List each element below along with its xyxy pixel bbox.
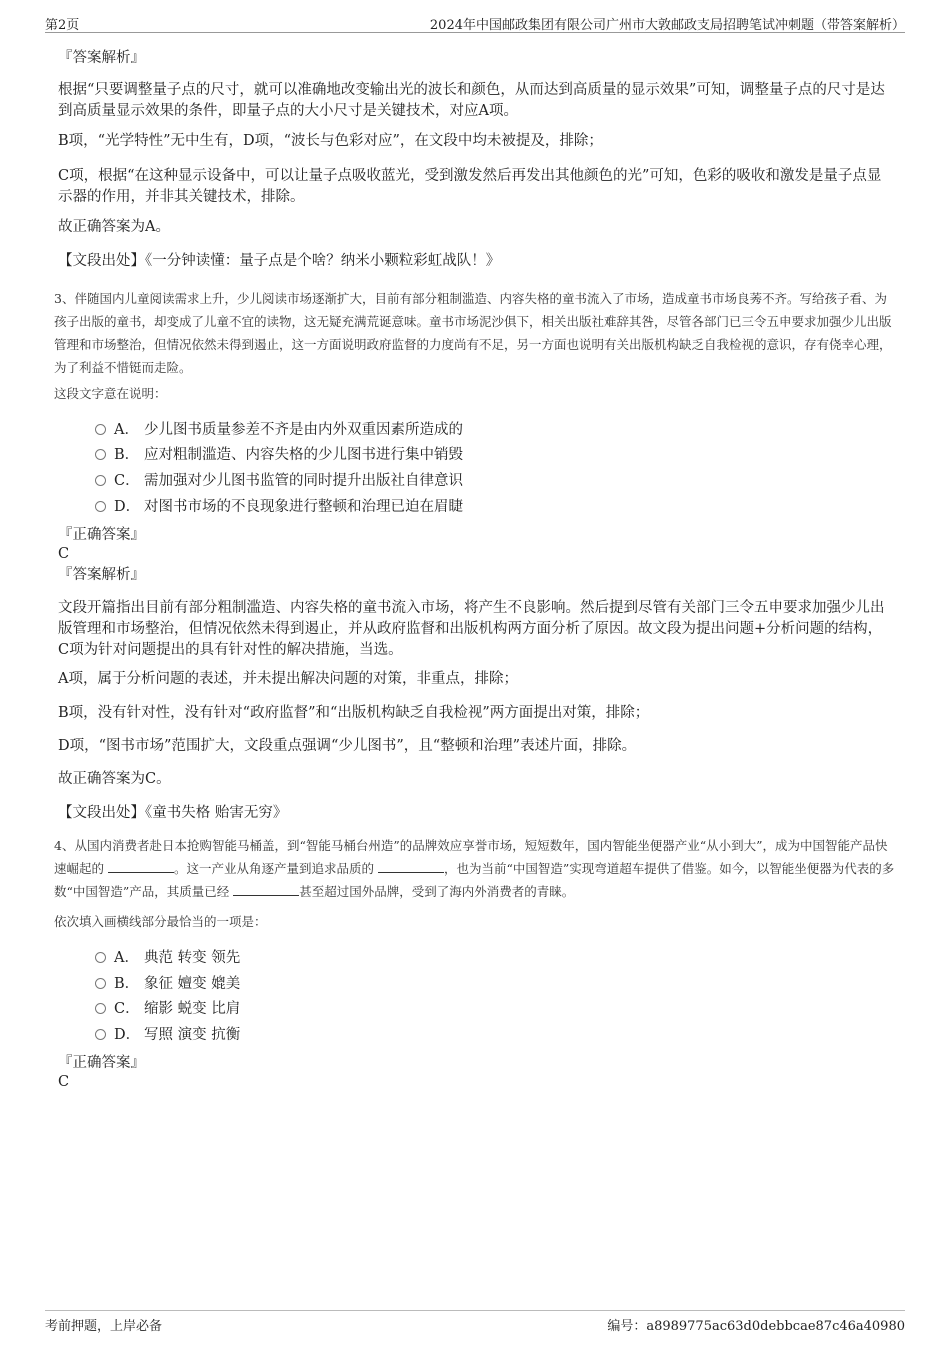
q4-question-text: 4、从国内消费者赴日本抢购智能马桶盖，到“智能马桶台州造”的品牌效应享誉市场，短短数年，国内智能坐便器产业“从小到大”，成为中国智能产品快速崛起的 。这一产业从角逐产量到追求品质的 ，也为当前“中国智造”实现弯道超车提供了借鉴。如今，以智能坐便器为代表的多数“中国智造”产品，其质量已经 甚至超过国外品牌，受到了海内外消费者的青睐。: [54, 838, 895, 899]
radio-icon[interactable]: [95, 449, 106, 460]
blank-line-3: [233, 883, 299, 896]
q2-analysis-label: 『答案解析』: [58, 50, 145, 66]
q3-prompt: 这段文字意在说明：: [54, 386, 167, 401]
q4-option-d[interactable]: D． 写照 演变 抗衡: [95, 1025, 240, 1045]
q3-source: 【文段出处】《童书失格 贻害无穷》: [58, 805, 288, 821]
q3-answer-label: 『正确答案』: [58, 527, 145, 543]
q3-analysis-p1: 文段开篇指出目前有部分粗制滥造、内容失格的童书流入市场，将产生不良影响。然后提到尽管有关部门三令五申要求加强少儿出版管理和市场整治，但情况依然未得到遏止，并从政府监督和出版机构两方面分析了原因。故文段为提出问题+分析问题的结构，C项为针对问题提出的具有针对性的解决措施，当选。: [58, 600, 885, 658]
q4-answer-label: 『正确答案』: [58, 1055, 145, 1071]
q3-analysis-p5: 故正确答案为C。: [58, 771, 171, 787]
radio-icon[interactable]: [95, 1029, 106, 1040]
q2-analysis-p4: 故正确答案为A。: [58, 219, 170, 235]
footer-slogan: 考前押题，上岸必备: [45, 1319, 163, 1334]
q4-prompt: 依次填入画横线部分最恰当的一项是：: [54, 914, 267, 929]
document-id: 编号：a8989775ac63d0debbcae87c46a40980: [607, 1319, 905, 1334]
q3-question-text: 3、伴随国内儿童阅读需求上升，少儿阅读市场逐渐扩大，目前有部分粗制滥造、内容失格的童书流入了市场，造成童书市场良莠不齐。写给孩子看、为孩子出版的童书，却变成了儿童不宜的读物，这无疑充满荒诞意味。童书市场泥沙俱下，相关出版社难辞其咎，尽管各部门已三令五申要求加强少儿出版管理和市场整治，但情况依然未得到遏止，这一方面说明政府监督的力度尚有不足，另一方面也说明有关出版机构缺乏自我检视的意识，存有侥幸心理，为了利益不惜铤而走险。: [54, 291, 892, 375]
page-number: 第2页: [45, 18, 80, 33]
blank-line-2: [378, 860, 444, 873]
q3-option-a[interactable]: A． 少儿图书质量参差不齐是由内外双重因素所造成的: [95, 420, 463, 440]
blank-line-1: [108, 860, 174, 873]
page-footer: [45, 1310, 905, 1337]
q4-option-a[interactable]: A． 典范 转变 领先: [95, 948, 240, 968]
radio-icon[interactable]: [95, 978, 106, 989]
q4-option-c[interactable]: C． 缩影 蜕变 比肩: [95, 999, 240, 1019]
q2-analysis-p2: B项，“光学特性”无中生有，D项，“波长与色彩对应”，在文段中均未被提及，排除；: [58, 133, 603, 149]
q3-option-d[interactable]: D． 对图书市场的不良现象进行整顿和治理已迫在眉睫: [95, 497, 463, 517]
q2-analysis-p1: 根据“只要调整量子点的尺寸，就可以准确地改变输出光的波长和颜色，从而达到高质量的显示效果”可知，调整量子点的尺寸是达到高质量显示效果的条件，即量子点的大小尺寸是关键技术，对应A项。: [58, 82, 885, 119]
q3-analysis-label: 『答案解析』: [58, 567, 145, 583]
radio-icon[interactable]: [95, 475, 106, 486]
q4-option-b[interactable]: B． 象征 嬗变 媲美: [95, 974, 240, 994]
document-title: 2024年中国邮政集团有限公司广州市大敦邮政支局招聘笔试冲刺题（带答案解析）: [429, 18, 905, 33]
q2-analysis-p3: C项，根据“在这种显示设备中，可以让量子点吸收蓝光，受到激发然后再发出其他颜色的光”可知，色彩的吸收和激发是量子点显示器的作用，并非其关键技术，排除。: [58, 168, 882, 205]
page-header: [45, 12, 905, 33]
q2-source: 【文段出处】《一分钟读懂：量子点是个啥？纳米小颗粒彩虹战队！》: [58, 253, 501, 269]
q3-option-c[interactable]: C． 需加强对少儿图书监管的同时提升出版社自律意识: [95, 471, 463, 491]
radio-icon[interactable]: [95, 952, 106, 963]
radio-icon[interactable]: [95, 1003, 106, 1014]
q3-analysis-p4: D项，“图书市场”范围扩大，文段重点强调“少儿图书”，且“整顿和治理”表述片面，排除。: [58, 738, 637, 754]
q3-option-b[interactable]: B． 应对粗制滥造、内容失格的少儿图书进行集中销毁: [95, 445, 463, 465]
radio-icon[interactable]: [95, 501, 106, 512]
q3-answer: C: [58, 546, 70, 562]
q4-answer: C: [58, 1074, 70, 1090]
q3-analysis-p2: A项，属于分析问题的表述，并未提出解决问题的对策，非重点，排除；: [58, 671, 518, 687]
q3-analysis-p3: B项，没有针对性，没有针对“政府监督”和“出版机构缺乏自我检视”两方面提出对策，排除；: [58, 705, 650, 721]
radio-icon[interactable]: [95, 424, 106, 435]
